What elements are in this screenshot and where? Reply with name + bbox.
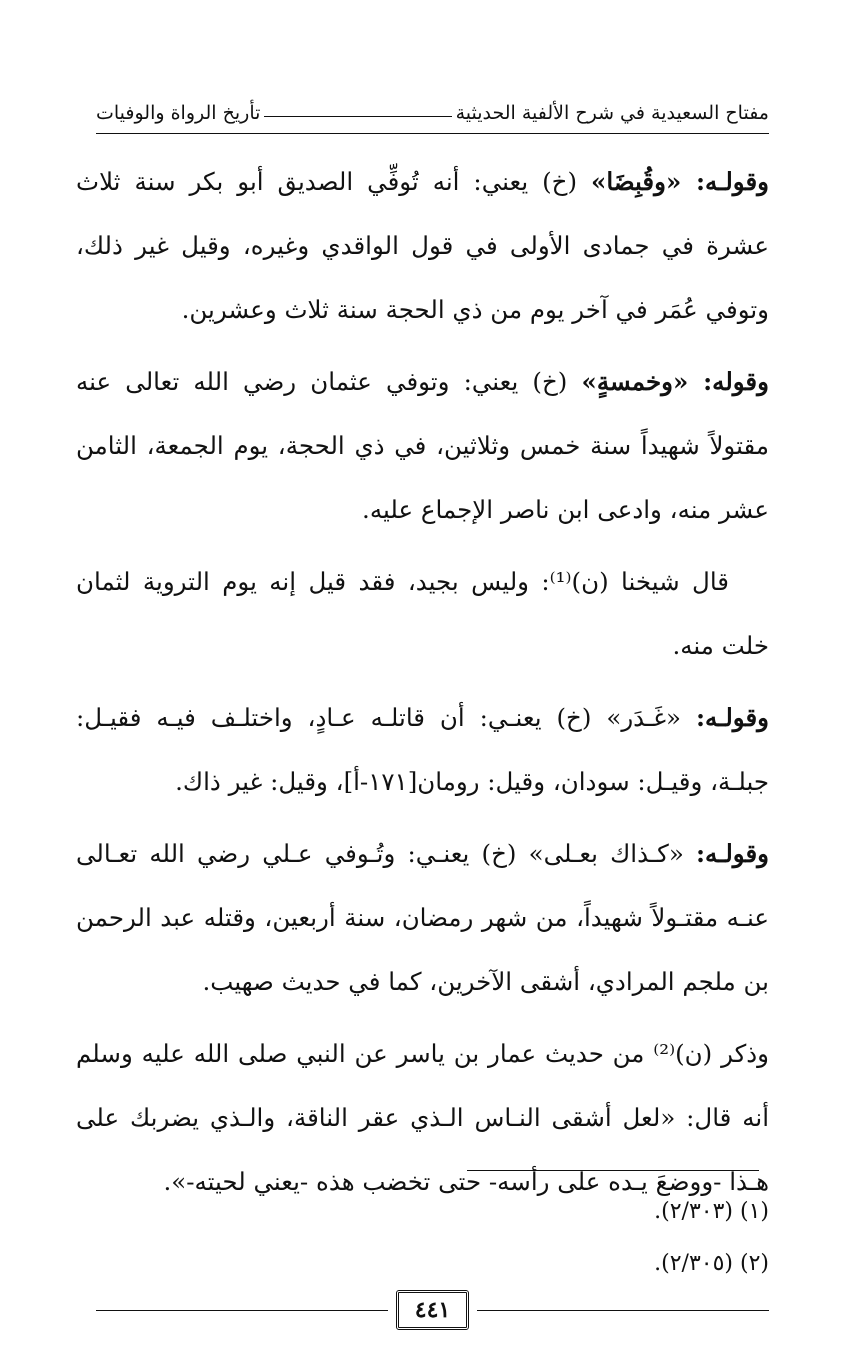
paragraph-5 — [76, 822, 769, 1014]
chapter-title: تأريخ الرواة والوفيات — [96, 102, 261, 124]
footnote-2: (٢) (٢/٣٠٥). — [654, 1251, 769, 1276]
book-title: مفتاح السعيدية في شرح الألفية الحديثية — [455, 102, 769, 124]
page-number: ٤٤١ — [396, 1290, 469, 1330]
paragraph-1 — [76, 150, 769, 342]
running-header — [96, 96, 769, 130]
page-footer — [96, 1288, 769, 1332]
paragraph-body: (خ) يعني: أنه تُوفِّي الصديق أبو بكر سنة ثلاث عشرة في جمادى الأولى في قول الواقدي وغيره، وقيل غير ذلك، وتوفي عُمَر في آخر يوم من ذي الحجة سنة ثلاث وعشرين. — [76, 167, 769, 324]
footnotes — [369, 1186, 769, 1290]
paragraph-body: (خ) يعني: وتوفي عثمان رضي الله تعالى عنه مقتولاً شهيداً سنة خمس وثلاثين، في ذي الحجة، يوم الجمعة، الثامن عشر منه، وادعى ابن ناصر الإجماع عليه. — [76, 367, 769, 524]
footnote-1: (١) (٢/٣٠٣). — [654, 1199, 769, 1224]
paragraph-body: «غَـدَر» (خ) يعنـي: أن قاتلـه عـادٍ، واختلـف فيـه فقيـل: جبلـة، وقيـل: سودان، وقيل: رومان[١٧١-أ]، وقيل: غير ذاك. — [76, 703, 769, 796]
paragraph-4 — [76, 686, 769, 814]
paragraph-lead: وقولـه: — [695, 839, 769, 868]
paragraph-lead: وقوله: «وخمسةٍ» — [581, 367, 769, 396]
paragraph-lead: وقولـه: — [695, 703, 769, 732]
paragraph-2 — [76, 350, 769, 542]
paragraph-3 — [76, 550, 769, 678]
footer-rule-left — [96, 1310, 388, 1311]
paragraph-lead: وقولـه: «وقُبِضَا» — [591, 167, 769, 196]
footer-rule-right — [477, 1310, 769, 1311]
main-text — [76, 150, 769, 1222]
header-rule — [264, 116, 451, 117]
paragraph-body: قال شيخنا (ن)⁽¹⁾: وليس بجيد، فقد قيل إنه يوم التروية لثمان خلت منه. — [76, 567, 769, 660]
footnote-separator — [467, 1170, 759, 1171]
paragraph-body: «كـذاك بعـلى» (خ) يعنـي: وتُـوفي عـلي رضي الله تعـالى عنـه مقتـولاً شهيداً، من شهر رمضان، سنة أربعين، وقتله عبد الرحمن بن ملجم المرادي، أشقى الآخرين، كما في حديث صهيب. — [76, 839, 769, 996]
header-divider — [96, 133, 769, 134]
paragraph-body: وذكر (ن)⁽²⁾ من حديث عمار بن ياسر عن النبي صلى الله عليه وسلم أنه قال: «لعل أشقى النـاس الـذي عقر الناقة، والـذي يضربك على هـذا -ووضعَ يـده على رأسه- حتى تخضب هذه -يعني لحيته-». — [76, 1039, 769, 1196]
